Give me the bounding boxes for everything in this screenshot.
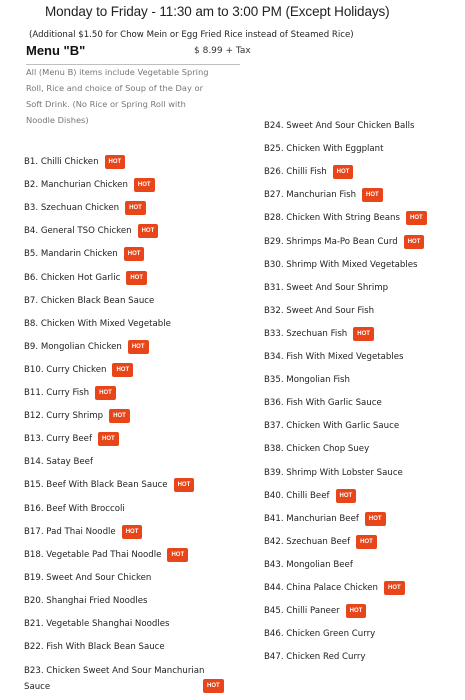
menu-item-label: B26. Chilli Fish xyxy=(264,167,327,178)
menu-item-label: B6. Chicken Hot Garlic xyxy=(24,272,121,283)
menu-item xyxy=(24,593,147,609)
menu-item-label-line1: B23. Chicken Sweet And Sour Manchurian xyxy=(24,666,205,676)
menu-item-label: B47. Chicken Red Curry xyxy=(264,652,366,663)
menu-item xyxy=(24,270,147,286)
hot-badge: HOT xyxy=(353,327,374,341)
hot-badge: HOT xyxy=(124,247,145,261)
menu-item xyxy=(264,603,366,619)
menu-item-label: B36. Fish With Garlic Sauce xyxy=(264,398,382,409)
menu-item xyxy=(264,557,353,573)
menu-item-label: B34. Fish With Mixed Vegetables xyxy=(264,352,404,362)
menu-item-label: B29. Shrimps Ma-Po Bean Curd xyxy=(264,236,398,247)
menu-item-label: B40. Chilli Beef xyxy=(264,490,330,501)
hot-badge: HOT xyxy=(167,548,188,562)
menu-item xyxy=(24,385,116,401)
menu-item xyxy=(24,362,133,378)
hot-badge: HOT xyxy=(404,235,425,249)
menu-item-label: B28. Chicken With String Beans xyxy=(264,213,400,224)
menu-item xyxy=(264,372,350,388)
hot-badge: HOT xyxy=(362,188,383,202)
menu-item-label: B42. Szechuan Beef xyxy=(264,536,351,547)
hot-badge: HOT xyxy=(98,432,119,446)
menu-item xyxy=(264,280,388,296)
hot-badge: HOT xyxy=(126,271,147,285)
menu-item-label: B1. Chilli Chicken xyxy=(24,157,99,167)
menu-item-label: B21. Vegetable Shanghai Noodles xyxy=(24,619,170,629)
menu-item xyxy=(264,118,415,134)
menu-item-label: B30. Shrimp With Mixed Vegetables xyxy=(264,259,418,270)
menu-item xyxy=(264,511,386,527)
hot-badge: HOT xyxy=(365,512,386,526)
menu-item xyxy=(24,316,171,332)
menu-item xyxy=(264,326,374,342)
menu-item-label: B12. Curry Shrimp xyxy=(24,411,104,422)
lunch-hours: Monday to Friday - 11:30 am to 3:00 PM (Except Holidays) xyxy=(45,4,390,19)
hot-badge: HOT xyxy=(174,478,195,492)
menu-price: $ 8.99 + Tax xyxy=(194,46,251,56)
menu-item xyxy=(24,408,130,424)
hot-badge: HOT xyxy=(125,201,146,215)
hot-badge: HOT xyxy=(336,489,357,503)
menu-item-label: B39. Shrimp With Lobster Sauce xyxy=(264,467,403,478)
menu-item xyxy=(24,431,119,447)
menu-item-label: B10. Curry Chicken xyxy=(24,364,107,375)
menu-item xyxy=(264,626,375,642)
menu-item-label: B25. Chicken With Eggplant xyxy=(264,144,384,155)
menu-item-label: B32. Sweet And Sour Fish xyxy=(264,305,375,316)
menu-item-label: B31. Sweet And Sour Shrimp xyxy=(264,282,389,293)
menu-item xyxy=(264,441,369,457)
menu-item xyxy=(264,234,424,250)
menu-item xyxy=(24,524,142,540)
menu-item xyxy=(264,488,356,504)
menu-item xyxy=(264,141,384,157)
hot-badge: HOT xyxy=(105,155,126,169)
menu-item xyxy=(24,454,93,470)
menu-item-label: B2. Manchurian Chicken xyxy=(24,180,128,191)
menu-item xyxy=(24,570,151,586)
hot-badge: HOT xyxy=(203,679,224,693)
menu-item xyxy=(264,349,403,365)
menu-title: Menu "B" xyxy=(26,43,86,58)
menu-item xyxy=(24,154,125,170)
menu-item-label-line2: Sauce xyxy=(24,682,51,692)
menu-item xyxy=(24,223,158,239)
hot-badge: HOT xyxy=(384,581,405,595)
menu-item-label: B24. Sweet And Sour Chicken Balls xyxy=(264,121,415,131)
menu-item xyxy=(264,580,405,596)
hot-badge: HOT xyxy=(406,211,427,225)
menu-item-label: B38. Chicken Chop Suey xyxy=(264,444,370,455)
menu-item-label: B5. Mandarin Chicken xyxy=(24,249,118,260)
menu-item xyxy=(24,177,155,193)
menu-item xyxy=(24,547,188,563)
menu-item xyxy=(24,501,125,517)
menu-item-b23 xyxy=(24,663,254,695)
menu-item xyxy=(24,200,146,216)
menu-item xyxy=(264,187,383,203)
additional-charge-note: (Additional $1.50 for Chow Mein or Egg Fried Rice instead of Steamed Rice) xyxy=(29,30,354,40)
menu-item-label: B9. Mongolian Chicken xyxy=(24,341,122,352)
menu-item-label: B13. Curry Beef xyxy=(24,434,92,445)
hot-badge: HOT xyxy=(112,363,133,377)
menu-item-label: B37. Chicken With Garlic Sauce xyxy=(264,421,400,432)
menu-item xyxy=(264,303,374,319)
menu-item-label: B41. Manchurian Beef xyxy=(264,513,359,524)
menu-item-label: B19. Sweet And Sour Chicken xyxy=(24,572,152,583)
menu-item xyxy=(264,395,382,411)
menu-item xyxy=(24,477,194,493)
menu-item-label: B3. Szechuan Chicken xyxy=(24,203,120,214)
menu-item-label: B11. Curry Fish xyxy=(24,388,90,398)
menu-item xyxy=(264,649,366,665)
menu-item-label: B20. Shanghai Fried Noodles xyxy=(24,595,148,606)
menu-item-label: B15. Beef With Black Bean Sauce xyxy=(24,480,168,491)
menu-item xyxy=(264,465,403,481)
menu-item xyxy=(264,257,418,273)
menu-item-label: B17. Pad Thai Noodle xyxy=(24,526,116,537)
menu-item-label: B33. Szechuan Fish xyxy=(264,328,348,339)
menu-description: All (Menu B) items include Vegetable Spring Roll, Rice and choice of Soup of the Day or Soft Drink. (No Rice or Spring Roll with Noodle Dishes) xyxy=(26,67,209,125)
hot-badge: HOT xyxy=(138,224,159,238)
hot-badge: HOT xyxy=(128,340,149,354)
menu-item-label: B43. Mongolian Beef xyxy=(264,559,353,570)
hot-badge: HOT xyxy=(346,604,367,618)
menu-item-label: B7. Chicken Black Bean Sauce xyxy=(24,295,155,306)
hot-badge: HOT xyxy=(122,525,143,539)
menu-item xyxy=(24,339,149,355)
menu-item-label: B46. Chicken Green Curry xyxy=(264,629,376,640)
menu-item-label: B4. General TSO Chicken xyxy=(24,226,132,237)
menu-item-label: B16. Beef With Broccoli xyxy=(24,503,125,514)
menu-item-label: B45. Chilli Paneer xyxy=(264,606,340,617)
menu-item xyxy=(264,534,377,550)
menu-item-label: B27. Manchurian Fish xyxy=(264,190,357,201)
menu-item-label: B18. Vegetable Pad Thai Noodle xyxy=(24,549,162,560)
hot-badge: HOT xyxy=(333,165,354,179)
menu-item xyxy=(24,293,154,309)
hot-badge: HOT xyxy=(95,386,116,400)
menu-item xyxy=(24,246,144,262)
menu-item xyxy=(264,164,353,180)
menu-item-label: B14. Satay Beef xyxy=(24,457,93,468)
menu-item-label: B22. Fish With Black Bean Sauce xyxy=(24,642,165,653)
menu-item xyxy=(264,210,427,226)
hot-badge: HOT xyxy=(109,409,130,423)
menu-item xyxy=(264,418,399,434)
menu-item-label: B8. Chicken With Mixed Vegetable xyxy=(24,318,171,329)
hot-badge: HOT xyxy=(134,178,155,192)
menu-item xyxy=(24,639,165,655)
menu-item-label: B35. Mongolian Fish xyxy=(264,375,350,386)
hot-badge: HOT xyxy=(356,535,377,549)
menu-item xyxy=(24,616,170,632)
menu-item-label: B44. China Palace Chicken xyxy=(264,583,378,593)
